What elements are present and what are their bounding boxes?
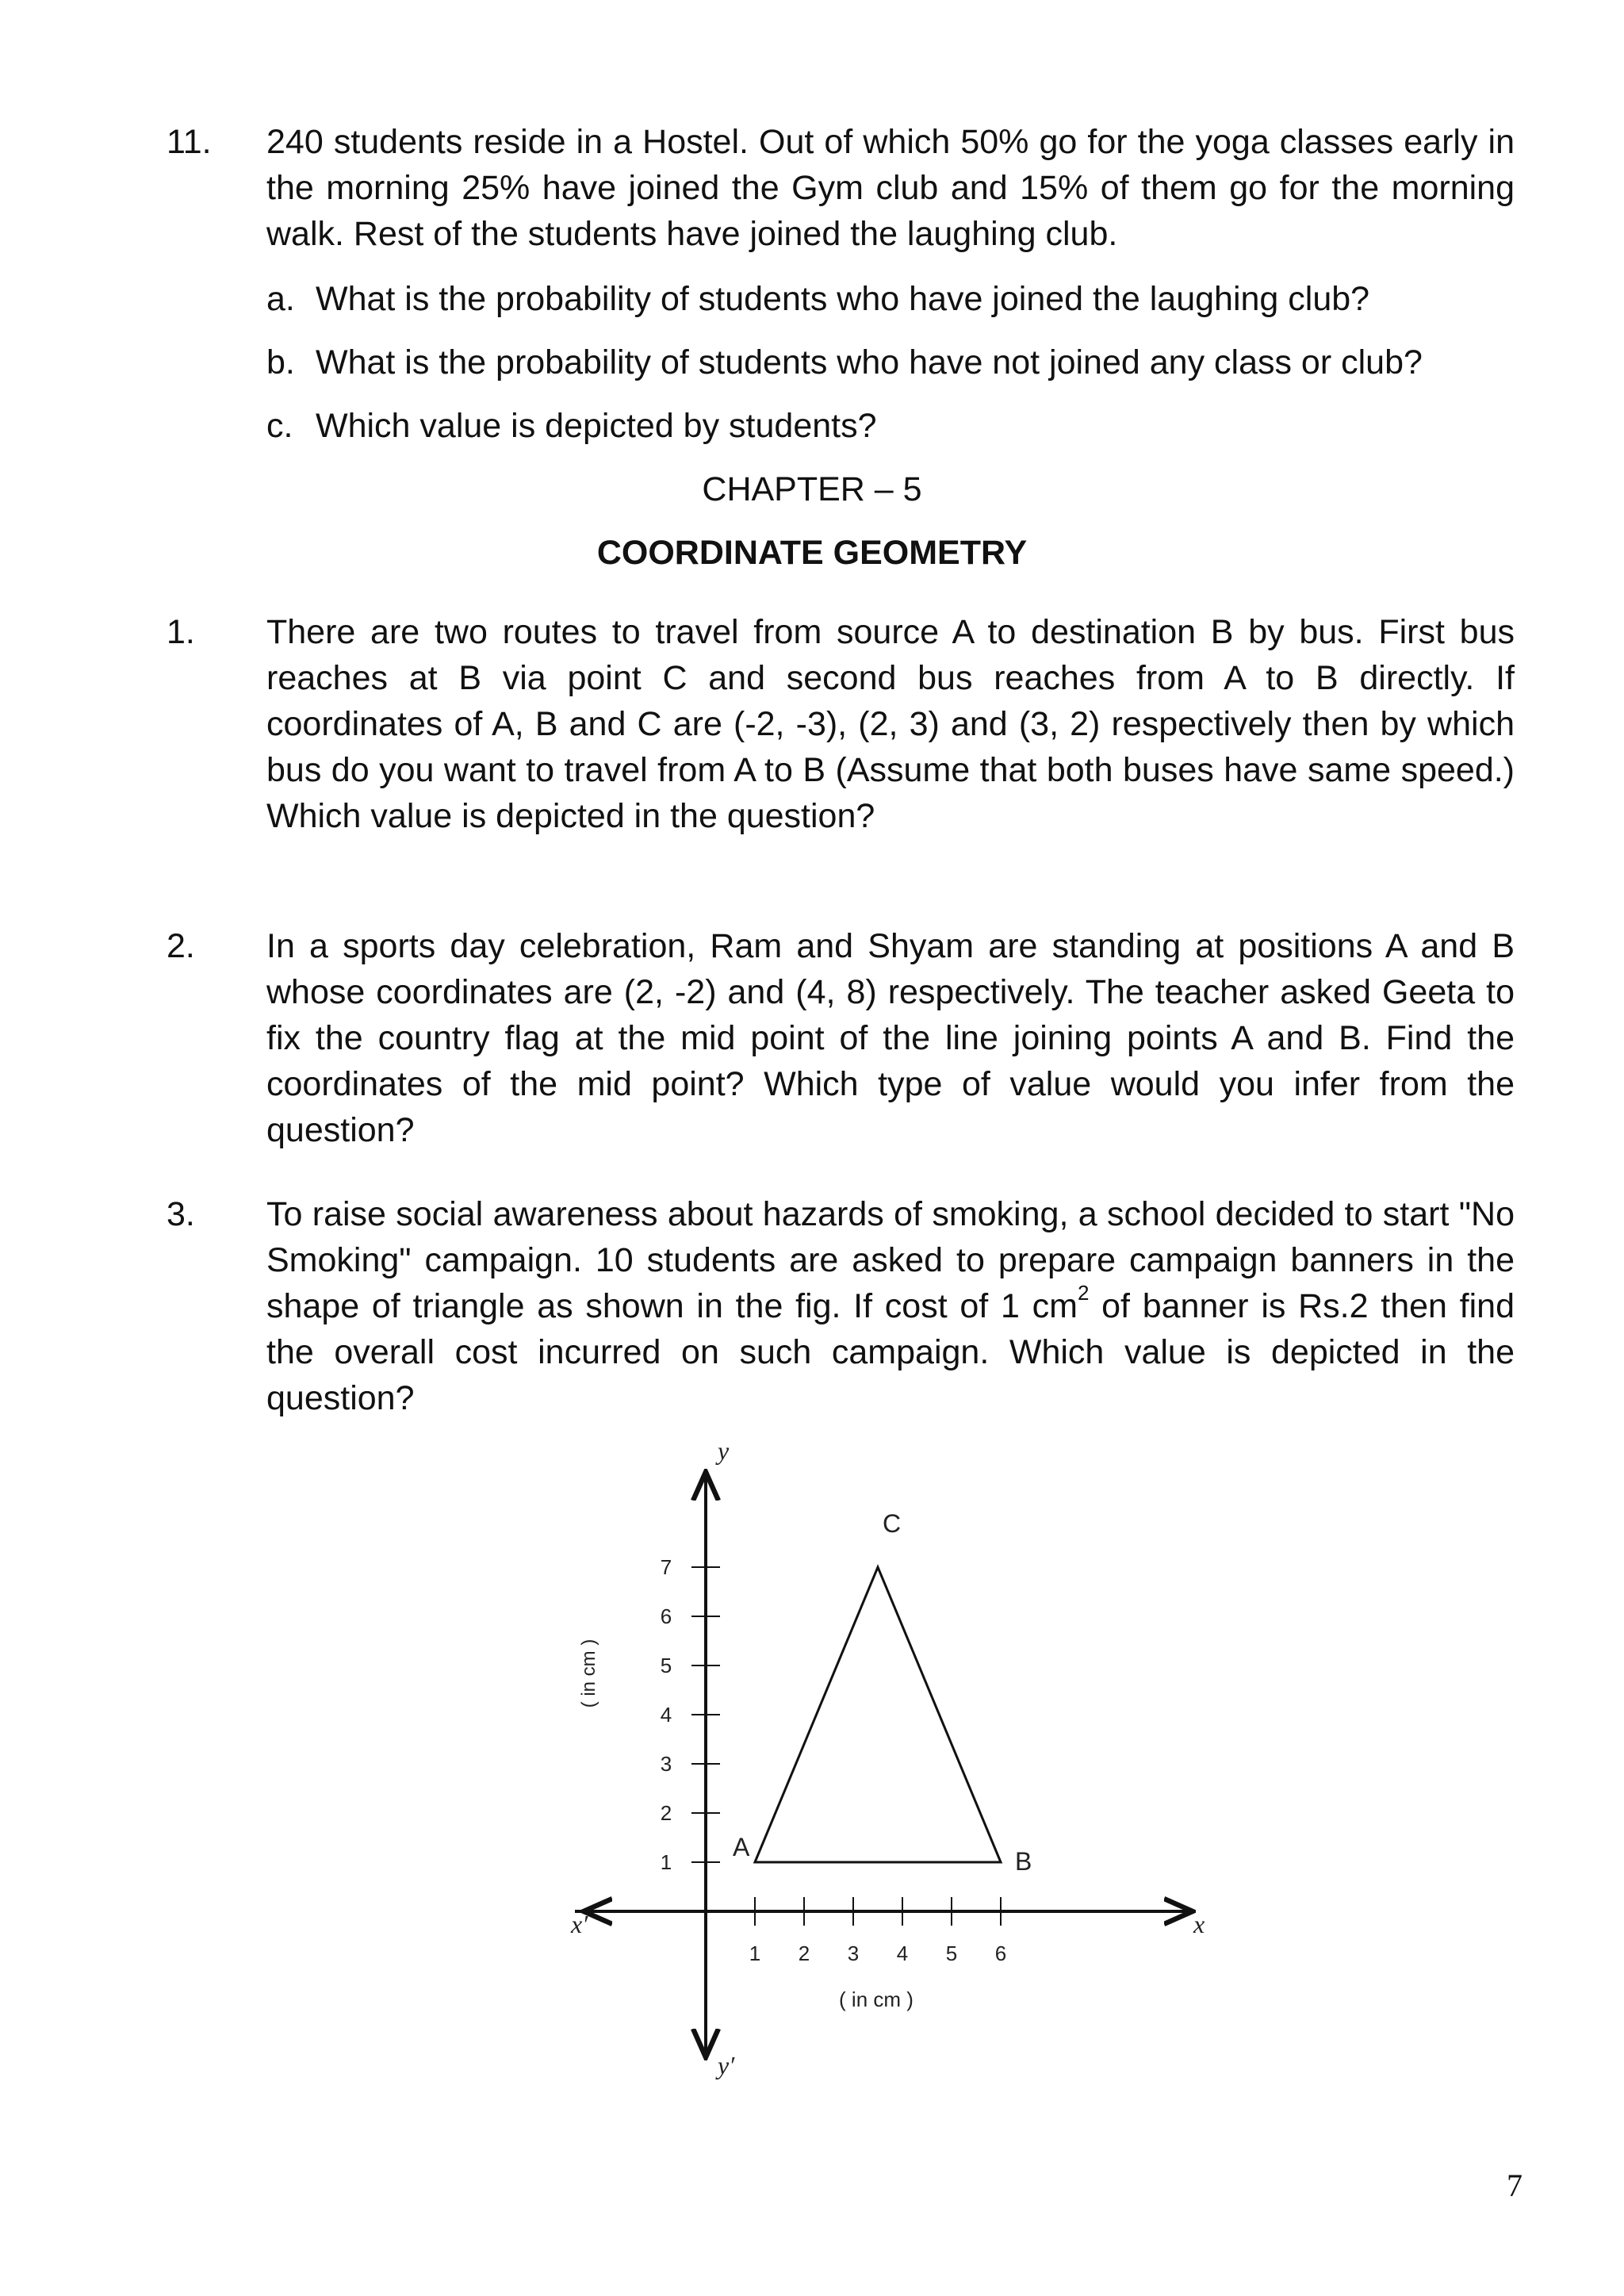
sub-question-text: What is the probability of students who have joined the laughing club? <box>316 280 1370 318</box>
y-neg-label: y′ <box>718 2051 735 2079</box>
question-3 <box>167 1191 1515 1421</box>
question-2 <box>167 923 1515 1153</box>
y-tick-label: 2 <box>660 1801 672 1825</box>
question-number: 2. <box>167 927 195 965</box>
point-label-b: B <box>1015 1847 1032 1876</box>
question-number: 3. <box>167 1195 195 1233</box>
question-text: 240 students reside in a Hostel. Out of which 50% go for the yoga classes early in the morning 25% have joined the Gym club and 15% of them go for the morning walk. Rest of the students have joined the laughing club. <box>266 123 1515 253</box>
sub-question-b <box>266 339 1519 385</box>
chapter-title: COORDINATE GEOMETRY <box>596 534 1028 572</box>
triangle-figure <box>555 1435 1237 2102</box>
sub-question-label: c. <box>266 407 293 445</box>
x-tick-label: 3 <box>847 1941 860 1965</box>
y-tick-label: 5 <box>660 1654 672 1677</box>
question-text: In a sports day celebration, Ram and Shyam are standing at positions A and B whose coordinates are (2, -2) and (4, 8) respectively. The teacher asked Geeta to fix the country flag at the mid point of the line joining points A and B. Find the coordinates of the mid point? Which type of value would you infer from the question? <box>266 927 1515 1149</box>
page-number: 7 <box>1507 2168 1522 2203</box>
question-number: 1. <box>167 613 195 651</box>
question-text: To raise social awareness about hazards of smoking, a school decided to start "No Smoking" campaign. 10 students are asked to prepare campaign banners in the shape of triangle as shown in the fig. If cost of 1 $cm^2$ of banner is Rs.2 then find the overall cost incurred on such campaign. Which value is depicted in the question? <box>266 1195 1515 1417</box>
x-tick-label: 6 <box>994 1941 1007 1965</box>
y-unit-label: ( in cm ) <box>578 1639 599 1708</box>
question-text: There are two routes to travel from source A to destination B by bus. First bus reaches at B via point C and second bus reaches from A to B directly. If coordinates of A, B and C are (-2, -3), (2, 3) and (3, 2) respectively then by which bus do you want to travel from A to B (Assume that both buses have same speed.) Which value is depicted in the question? <box>266 613 1515 835</box>
superscript: 2 <box>1077 1281 1090 1305</box>
x-tick-label: 5 <box>945 1941 958 1965</box>
point-labels <box>733 1509 1032 1876</box>
y-tick-label: 6 <box>660 1604 672 1628</box>
x-tick-label: 1 <box>749 1941 761 1965</box>
y-tick-label: 1 <box>660 1850 672 1874</box>
point-label-a: A <box>733 1833 750 1861</box>
question-1 <box>167 609 1515 839</box>
question-11 <box>167 119 1515 257</box>
chapter-label: CHAPTER – 5 <box>702 470 922 508</box>
x-ticks <box>749 1897 1006 1965</box>
y-tick-label: 4 <box>660 1703 672 1727</box>
sub-question-label: a. <box>266 280 295 318</box>
question-number: 11. <box>167 123 212 161</box>
x-unit-label: ( in cm ) <box>839 1987 914 2011</box>
sub-question-c <box>266 403 1519 449</box>
y-tick-label: 3 <box>660 1752 672 1776</box>
x-tick-label: 4 <box>896 1941 909 1965</box>
sub-question-a <box>266 276 1519 322</box>
x-axis-label: x <box>1193 1910 1205 1938</box>
point-label-c: C <box>883 1509 902 1538</box>
sub-question-text: What is the probability of students who have not joined any class or club? <box>316 343 1423 381</box>
y-tick-label: 7 <box>660 1555 672 1579</box>
sub-question-label: b. <box>266 343 295 381</box>
triangle-abc <box>755 1567 1001 1862</box>
y-axis-label: y <box>718 1436 730 1465</box>
x-neg-label: x′ <box>571 1910 588 1938</box>
sub-question-text: Which value is depicted by students? <box>316 407 877 445</box>
y-ticks <box>661 1555 720 1874</box>
x-tick-label: 2 <box>798 1941 810 1965</box>
